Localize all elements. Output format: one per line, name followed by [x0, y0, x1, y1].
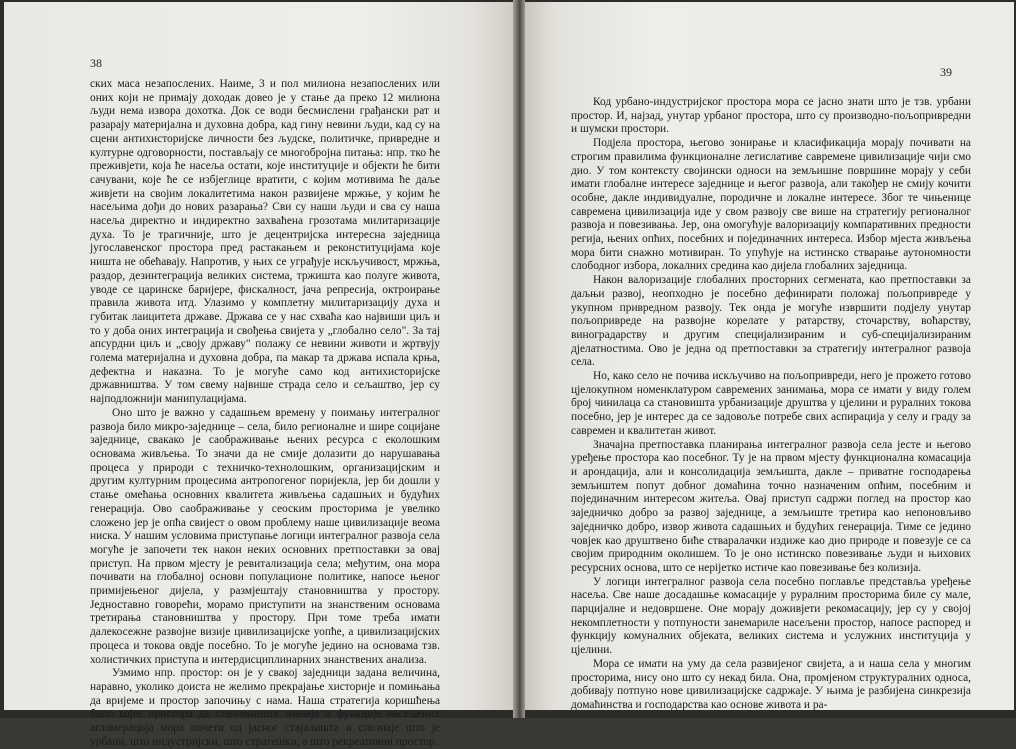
paragraph: Након валоризације глобалних просторних сегмената, као претпоставки за даљњи развој, неопходно је посебно дефинирати положај пољопривреде у укупном привредном развоју. Тек онда је могуће извршити подјелу унутар пољопривреде на развојне корелате у ратарству, сточарству, воћарству, виноградарству и другим специјализираним и суб-специјализираним дјелатностима. Ово је једна од претпоставки за стратегију интегралног развоја села. — [571, 274, 971, 369]
right-page — [525, 2, 1014, 710]
paragraph: Оно што је важно у садашњем времену у поимању интегралног развоја било микро-заједнице – села, било регионалне и шире социјане заједнице, свакако је саображивање њених ресурса с еколошким основама живљења. То значи да не смије долазити до нарушавања процеса у природи с техничко-технолошким, организацијским и другим културним процесима антропогеног поријекла, јер би дошли у стање омећања основних квалитета живљења садашњих и будућих генерација. Ово саображивање у сеоским просторима је увелико сложено јер је опћа свијест о овом проблему наше цивилизације веома ниска. У нашим условима приступање логици интегралног развоја села могуће је започети тек након неких основних претпоставки за овај приступ. На првом мјесту је ревитализација села; међутим, она мора почивати на глобалној основи популационе политике, напосе њеног примијењеног дијела, у размјештају становништва у простору. Једноставно говорећи, морамо приступити на знанственим основама третирања становништва у простору. При томе треба имати далекосежне развојне визије цивилизацијске уопће, а цивилизацијских процеса и токова овдје посебно. То је могуће једино на основама тзв. холистичких приступа и интердисциплинарних знанствених анализа. — [90, 406, 440, 666]
paragraph: Подјела простора, његово зонирање и класификација морају почивати на строгим правилима функционалне легислативе савремене цивилизације чији смо дио. У том контексту својински односи на земљишне површине морају у себи имати глобалне интересе заједнице и његог развоја, али такођер не смију кочити особне, дакле индивидуалне, породичне и локалне интересе. Због те чињенице савремена цивилизација иде у свом развоју све више на стратегију регионалног развоја и повезивања. Јер, она омогућује валоризацију компаративних предности регија, њених опћих, посебних и појединачних интереса. Избор мјеста живљења мора бити снажно мотивиран. То упућује на истинско стварање аутономности слободног избора, локалних средина као дијела глобалних заједница. — [571, 137, 971, 273]
left-page — [4, 2, 513, 748]
paragraph: Значајна претпоставка планирања интегралног развоја села јесте и његово уређење простора као посебног. Ту је на првом мјесту функционална комасација и арондација, али и консолидација земљишта, дакле – приватне господарења земљиштем попут добног домаћина точно назначеним опћим, посебним и појединачним интересом житеља. Овај приступ садржи поглед на простор као заједничко добро за развој заједнице, а земљиште третира као непоновљиво заједничко добро, извор живота садашњих и будућих генерација. Тиме се једино човјек као друштвено биће стваралачки издиже као дио природе и повезује се са својим природним околишем. То је оно истинско повезивање људи и њихових ресурсних основа, што се нерijетко истиче као повезивање без колизија. — [571, 438, 971, 574]
paragraph: Узмимо нпр. простор: он је у свакој заједници задана величина, наравно, уколико доиста не желимо прекрајање хисторије и помињања да вријеме и простор започињу с нама. Наша стратегија коришћења било којег простора да становништа значаја и функције насељених агломерација мора почети од јасног стајалишта и спознаје што је урбани, што индустријски, што стратешки, а што рекреативни простор. — [90, 667, 440, 748]
page-number-left: 38 — [90, 56, 102, 70]
page-number-right: 39 — [940, 65, 952, 79]
right-page-text — [571, 96, 971, 713]
left-page-text — [90, 78, 440, 749]
paragraph: Мора се имати на уму да села развијеног свијета, а и наша села у многим просторима, нису оно што су некад била. Она, промјеном структуралних односа, добивају потпуно нове цивилизацијске садржаје. У њима је разбијена синкрезија домаћинства и господарства као основе живота и ра- — [571, 657, 971, 711]
paragraph: У логици интегралног развоја села посебно поглавље представља уређење насеља. Све наше досадашње комасације у руралним просторима биле су мале, парцијалне и недовршене. Оне морају доживјети рекомасацију, јер су у својој некомплетности у потпуности занемариле насељени простор, напосе распоред и функцију комуналних објеката, великих система и услужних институција у цјелини. — [571, 575, 971, 657]
paragraph: ских маса незапослених. Наиме, 3 и пол милиона незапослених или оних који не примају доходак довео је у стање да преко 12 милиона људи нема извора дохотка. Док се води бесмислени грађански рат и разарају материјална и духовна добра, кад гину невини људи, кад су на сцени антихисторијске личности без људске, политичке, привредне и културне одговорности, постављају се многобројна питања: нпр. тко ће преживјети, која ће насеља остати, које институције и објекти ће бити сачувани, које ће се избјеглице вратити, с којим мотивима ће даље живјети на својим локалитетима након развијене мржње, у којим ће насељима дођи до нових разарања? Сви су наши људи и сва су наша насеља директно и индиректно захваћена грозотама милитаризације духа. То је трагичније, што је децентријска интересна заједница југославенског простора пред растакањем и реконституцијама које ништа не обећавају. Напротив, у њих се уграђује искључивост, мржња, раздор, дезинтеграција великих система, тржишта као полуге живота, уводе се царинске баријере, фискалност, јача репресија, октроирање правила живота итд. Улазимо у комплетну милитаризацију духа и губитак лаицитета државе. Држава се у нас схваћа као највиши циљ и то у доба оних интеграција и свођења свијета у „глобално село". За тај апсурдни циљ и „своју државу" полажу се невини животи и жртвују голема материјална и духовна добра, па макар та држава испала крња, дефектна и наказна. То је могуће само код антихисторијске државништва. У том свему највише страда село и сељаштво, јер су најподложнији манипулацијама. — [90, 78, 440, 406]
paragraph: Код урбано-индустријског простора мора се јасно знати што је тзв. урбани простор. И, најзад, унутар урбаног простора, што су производно-пољопривредни и шумски простори. — [571, 96, 971, 136]
book-gutter — [513, 0, 525, 718]
paragraph: Но, како село не почива искључиво на пољопривреди, него је прожето готово цјелокупном номенклатуром савремених занимања, мора се имати у виду голем број чинилаца са становишта урбанизације друштва у цјелини и руралних токова посебно, јер је интерес да се задовоље потребе свих аспирација у селу и граду за савремен и квалитетан живот. — [571, 370, 971, 437]
